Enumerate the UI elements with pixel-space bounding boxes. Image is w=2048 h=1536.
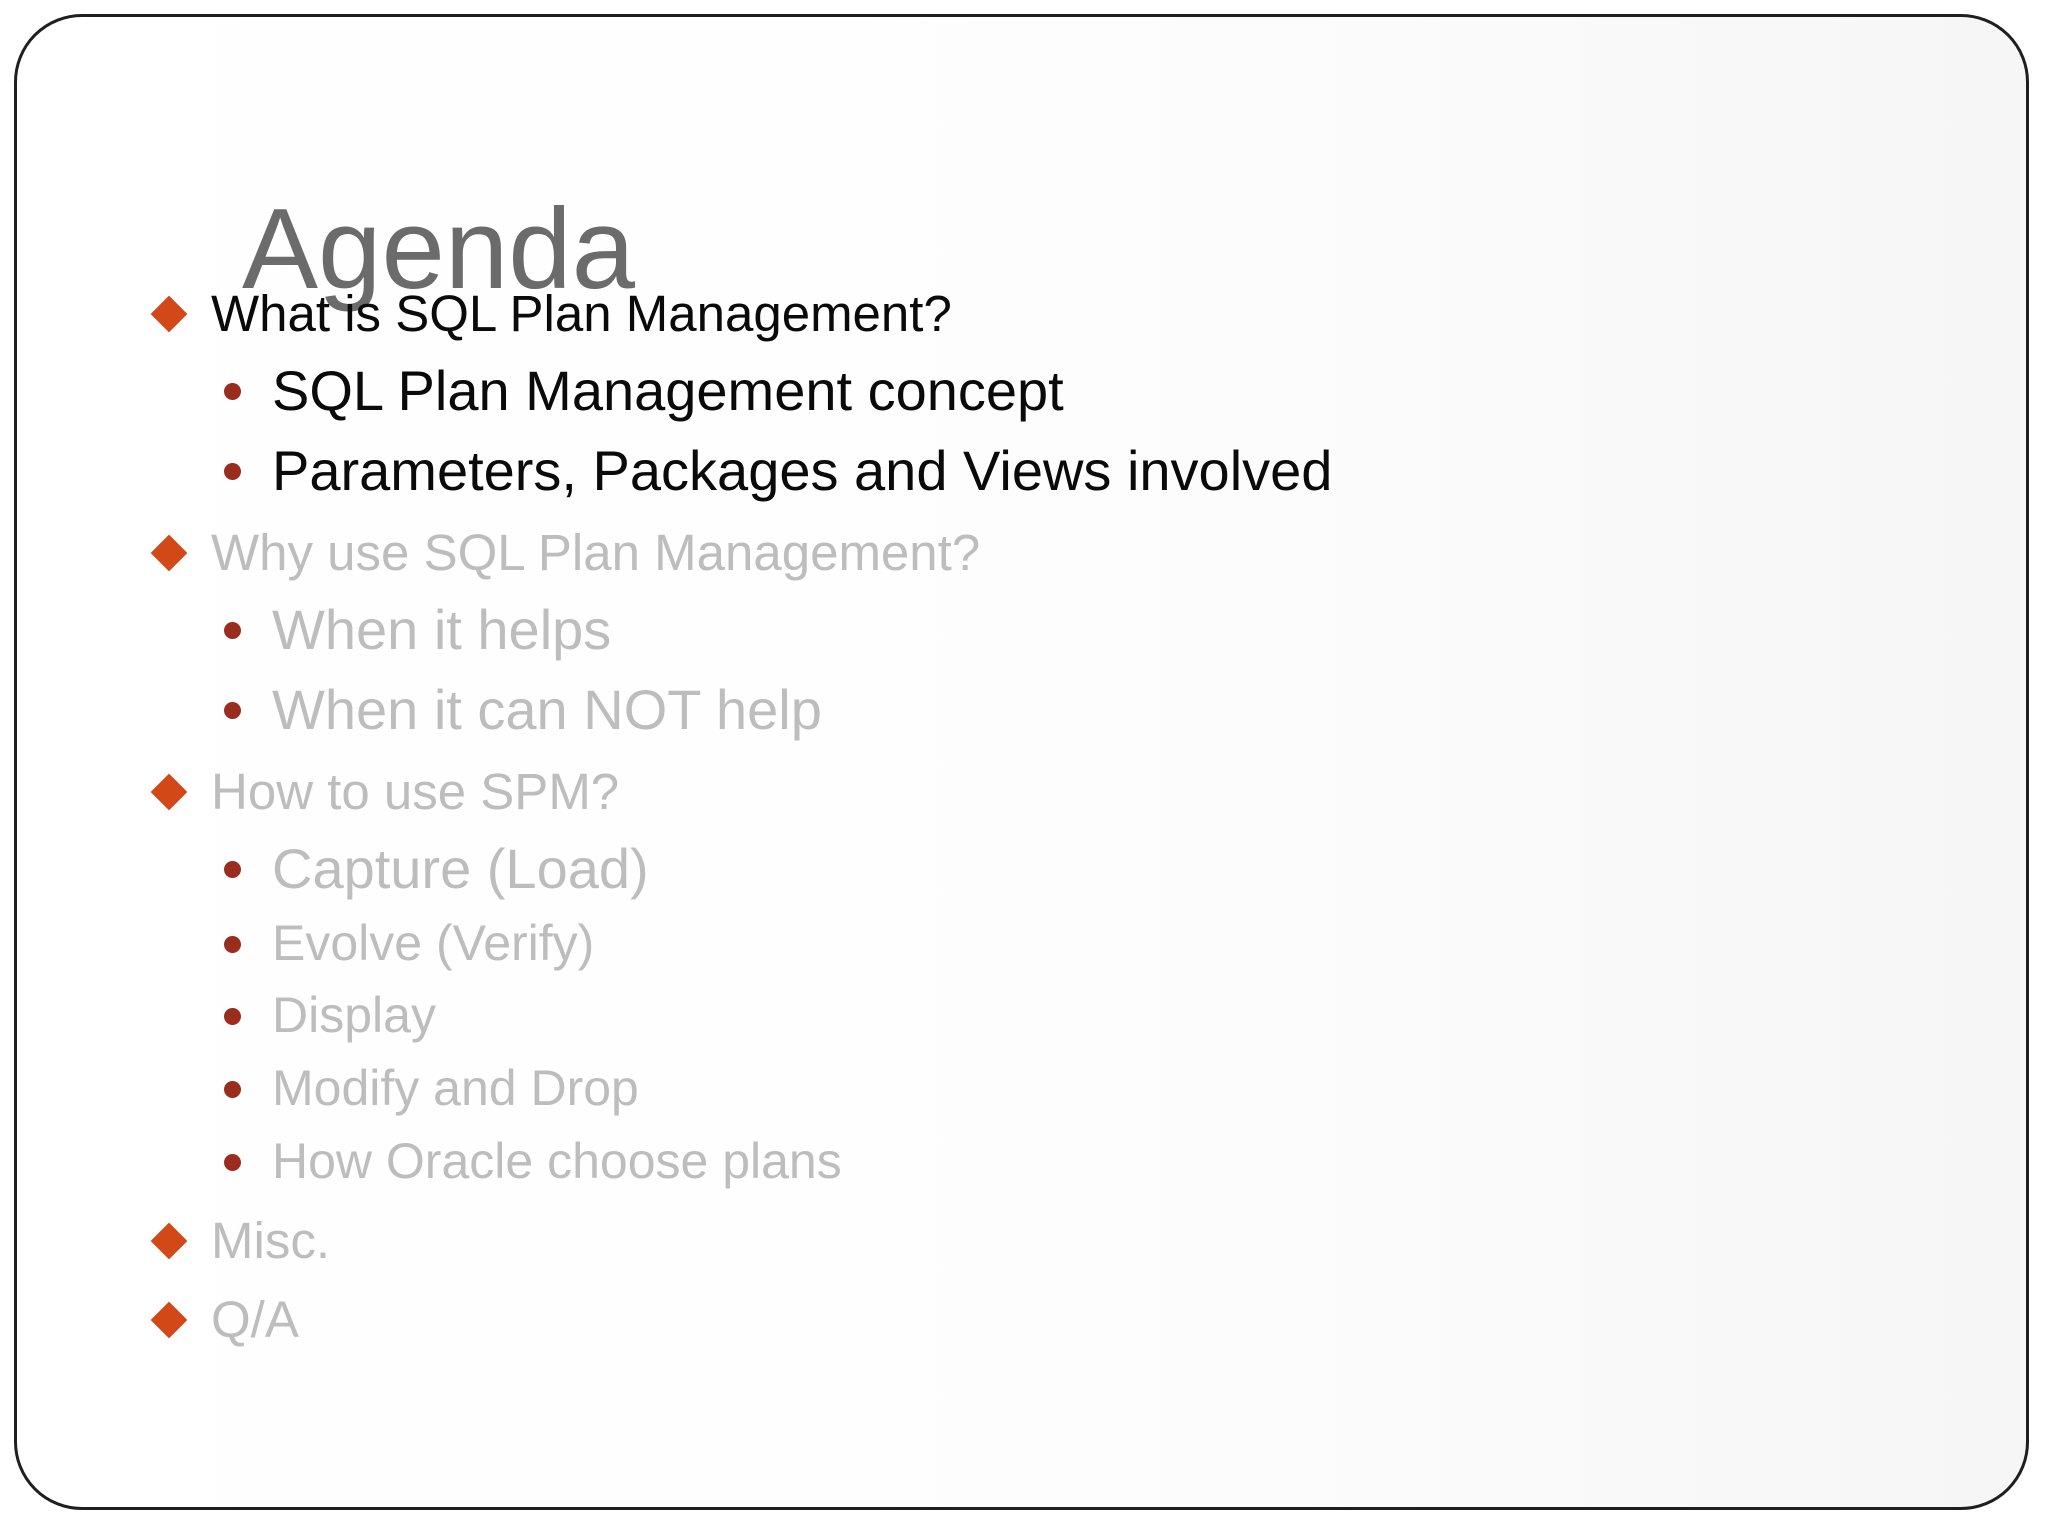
dot-bullet-icon	[224, 861, 241, 878]
dot-bullet-icon	[224, 622, 241, 639]
diamond-bullet-icon	[151, 535, 188, 572]
dot-bullet-icon	[224, 1008, 241, 1025]
agenda-item-label: SQL Plan Management concept	[272, 359, 1064, 422]
agenda-item-label: Parameters, Packages and Views involved	[272, 439, 1333, 502]
agenda-item-label: Evolve (Verify)	[272, 915, 595, 971]
slide-title: Agenda	[242, 186, 636, 313]
diamond-bullet-icon	[151, 774, 188, 811]
agenda-item-label: Misc.	[211, 1212, 330, 1269]
agenda-item-label: Capture (Load)	[272, 837, 649, 900]
agenda-item-label: Modify and Drop	[272, 1060, 639, 1116]
dot-bullet-icon	[224, 463, 241, 480]
dot-bullet-icon	[224, 936, 241, 953]
slide-frame	[14, 14, 2029, 1510]
agenda-item-label: Display	[272, 987, 436, 1043]
agenda-item-label: How to use SPM?	[211, 763, 620, 820]
dot-bullet-icon	[224, 1154, 241, 1171]
diamond-bullet-icon	[151, 1223, 188, 1260]
agenda-item-label: When it helps	[272, 598, 612, 661]
agenda-item-label: Q/A	[211, 1291, 299, 1348]
agenda-item-label: Why use SQL Plan Management?	[211, 524, 981, 581]
agenda-item-label: When it can NOT help	[272, 678, 822, 741]
agenda-item-label: How Oracle choose plans	[272, 1133, 842, 1189]
dot-bullet-icon	[224, 1081, 241, 1098]
dot-bullet-icon	[224, 702, 241, 719]
dot-bullet-icon	[224, 383, 241, 400]
diamond-bullet-icon	[151, 296, 188, 333]
diamond-bullet-icon	[151, 1302, 188, 1339]
agenda-item-label: What is SQL Plan Management?	[211, 285, 952, 342]
